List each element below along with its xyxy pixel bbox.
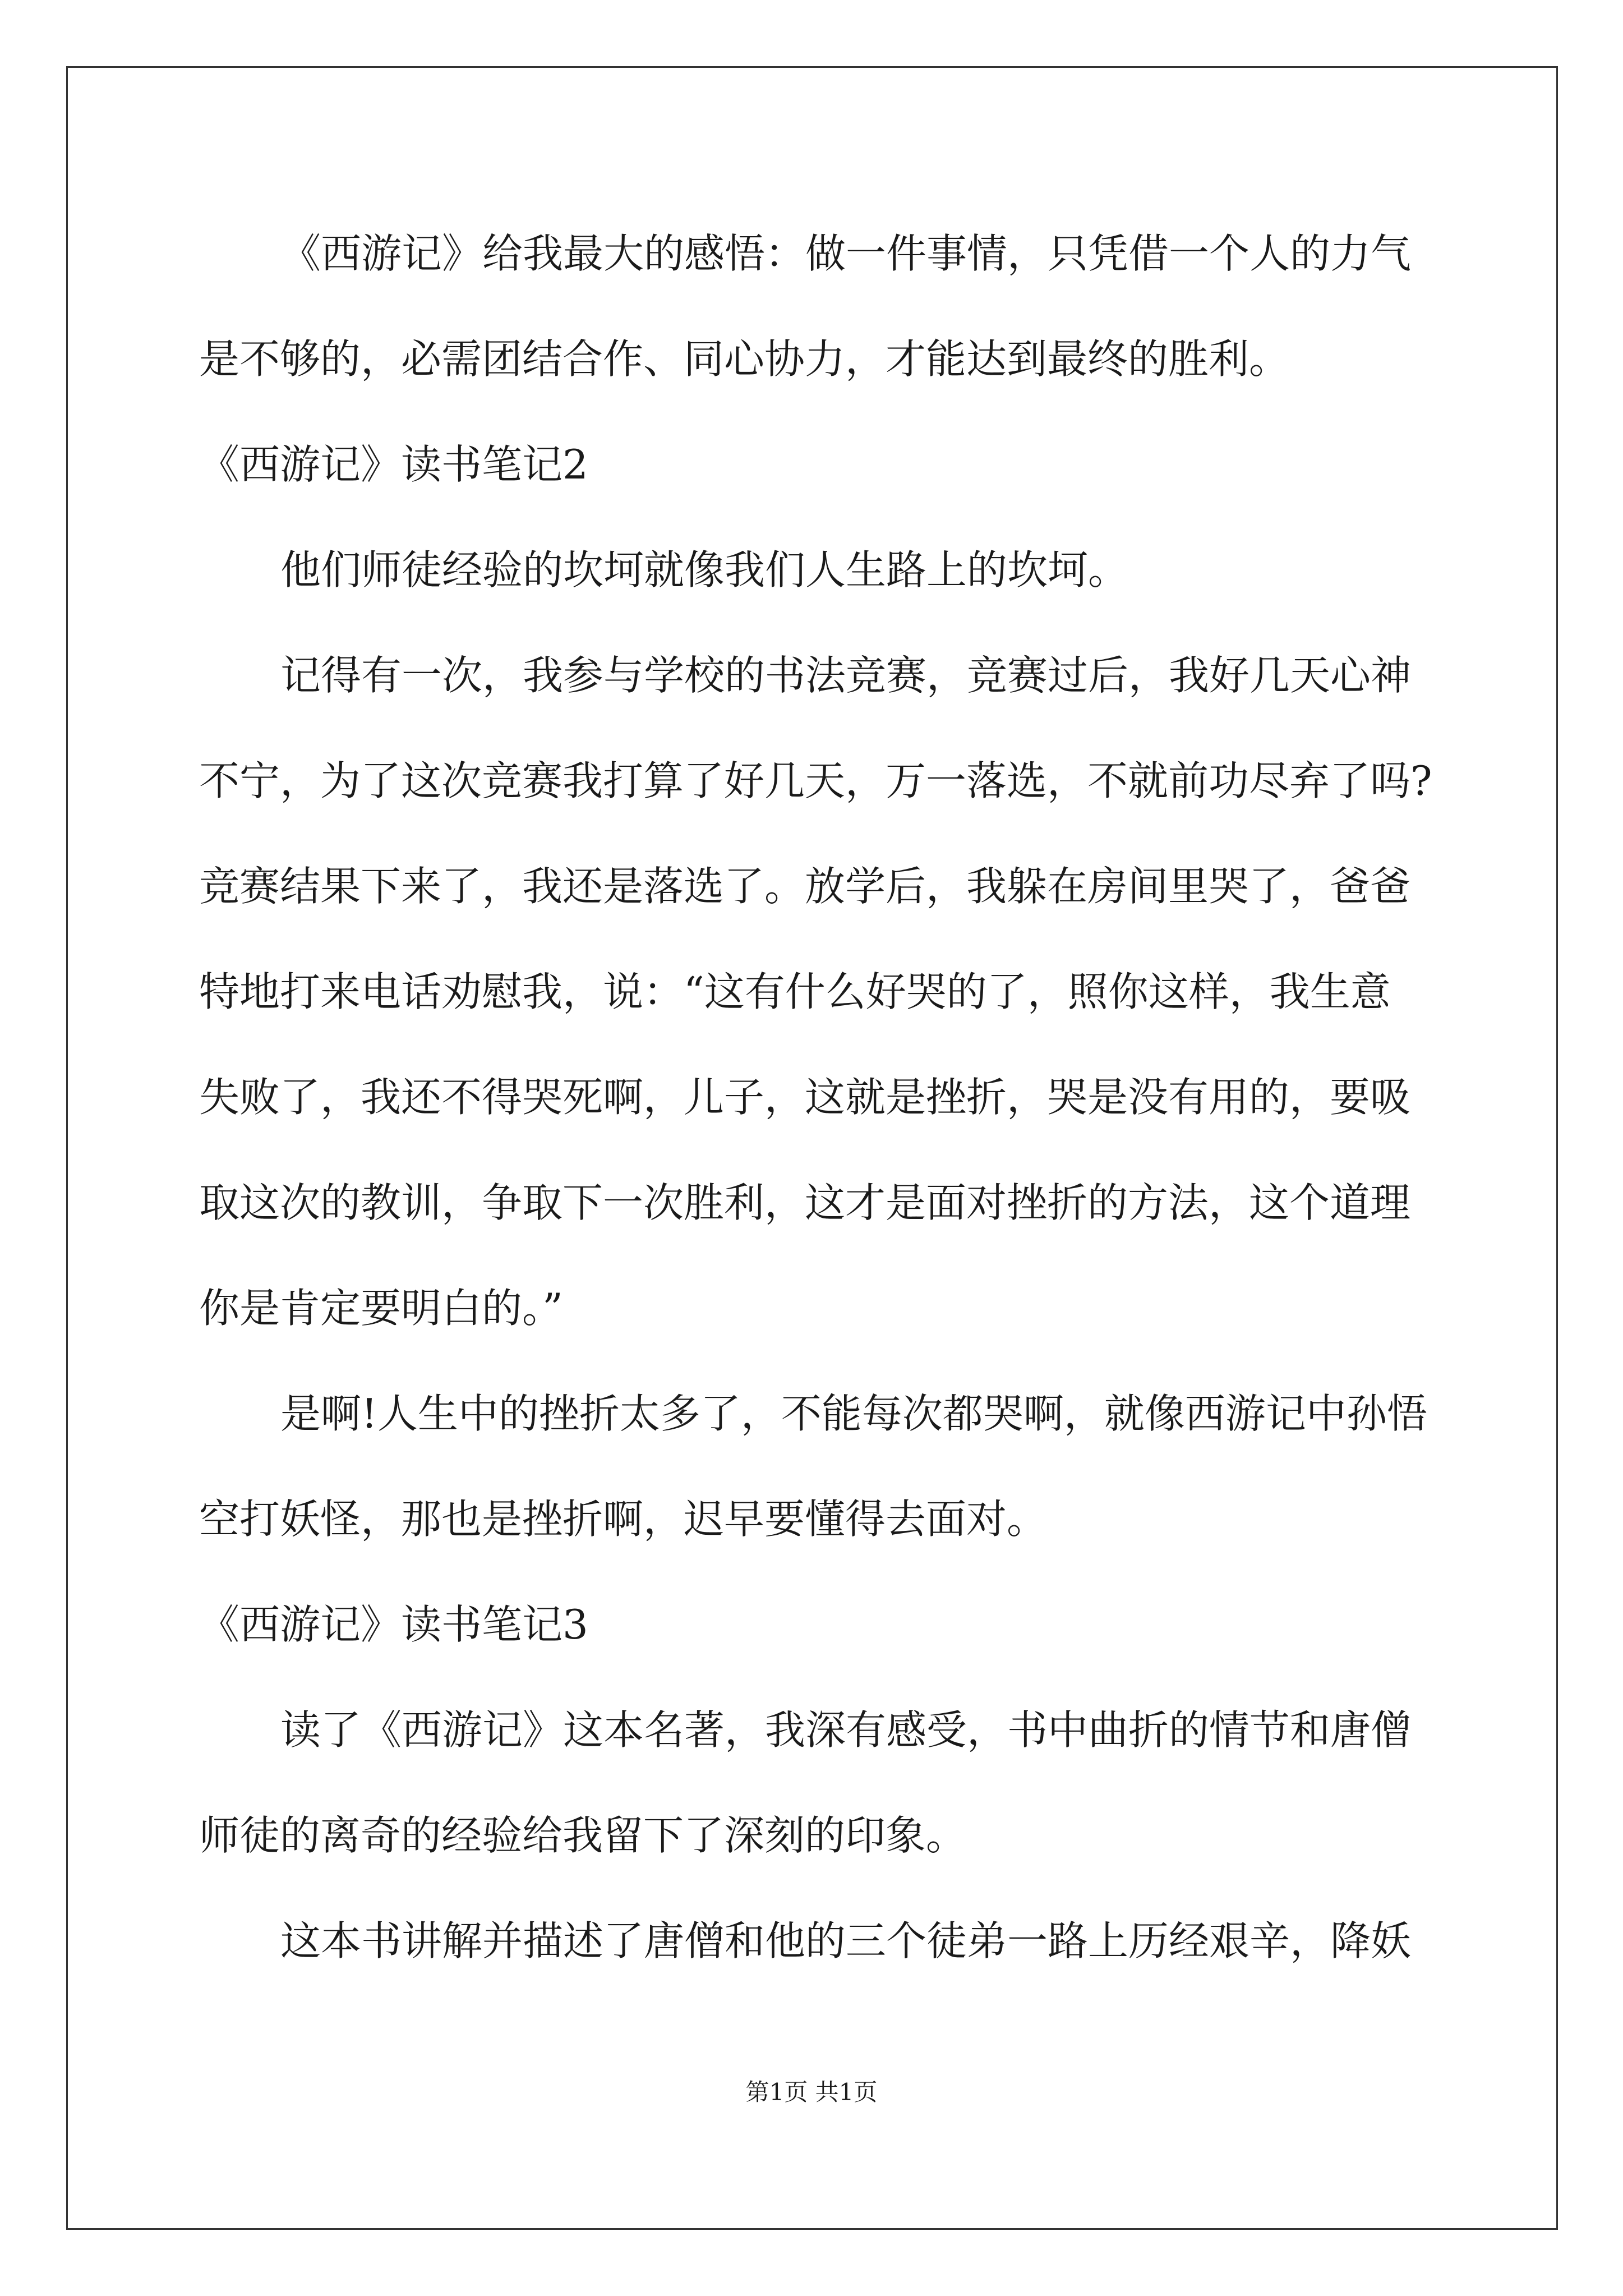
paragraph-line: 这本书讲解并描述了唐僧和他的三个徒弟一路上历经艰辛，降妖: [280, 1917, 1412, 1964]
paragraph-line: 是不够的，必需团结合作、同心协力，才能达到最终的胜利。: [199, 335, 1290, 383]
paragraph-line: 《西游记》给我最大的感悟：做一件事情，只凭借一个人的力气: [280, 230, 1412, 277]
paragraph-line: 记得有一次，我参与学校的书法竞赛，竞赛过后，我好几天心神: [280, 652, 1412, 699]
paragraph-line: 取这次的教训，争取下一次胜利，这才是面对挫折的方法，这个道理: [199, 1179, 1411, 1226]
paragraph-line: 竞赛结果下来了，我还是落选了。放学后，我躲在房间里哭了，爸爸: [199, 863, 1411, 910]
paragraph-line: 他们师徒经验的坎坷就像我们人生路上的坎坷。: [280, 546, 1129, 593]
page-border: [66, 66, 1558, 2230]
paragraph-line: 特地打来电话劝慰我，说：“这有什么好哭的了，照你这样，我生意: [199, 968, 1391, 1015]
section-heading: 《西游记》读书笔记3: [199, 1601, 588, 1648]
page-footer: 第1页 共1页: [745, 2078, 878, 2106]
paragraph-line: 空打妖怪，那也是挫折啊，迟早要懂得去面对。: [199, 1496, 1048, 1543]
paragraph-line: 读了《西游记》这本名著，我深有感受，书中曲折的情节和唐僧: [280, 1706, 1412, 1754]
paragraph-line: 你是肯定要明白的。”: [199, 1285, 563, 1332]
paragraph-line: 是啊!人生中的挫折太多了，不能每次都哭啊，就像西游记中孙悟: [280, 1390, 1427, 1437]
paragraph-line: 师徒的离奇的经验给我留下了深刻的印象。: [199, 1812, 967, 1859]
section-heading: 《西游记》读书笔记2: [199, 441, 588, 488]
paragraph-line: 不宁，为了这次竞赛我打算了好几天，万一落选，不就前功尽弃了吗?: [199, 757, 1432, 804]
paragraph-line: 失败了，我还不得哭死啊，儿子，这就是挫折，哭是没有用的，要吸: [199, 1074, 1411, 1121]
